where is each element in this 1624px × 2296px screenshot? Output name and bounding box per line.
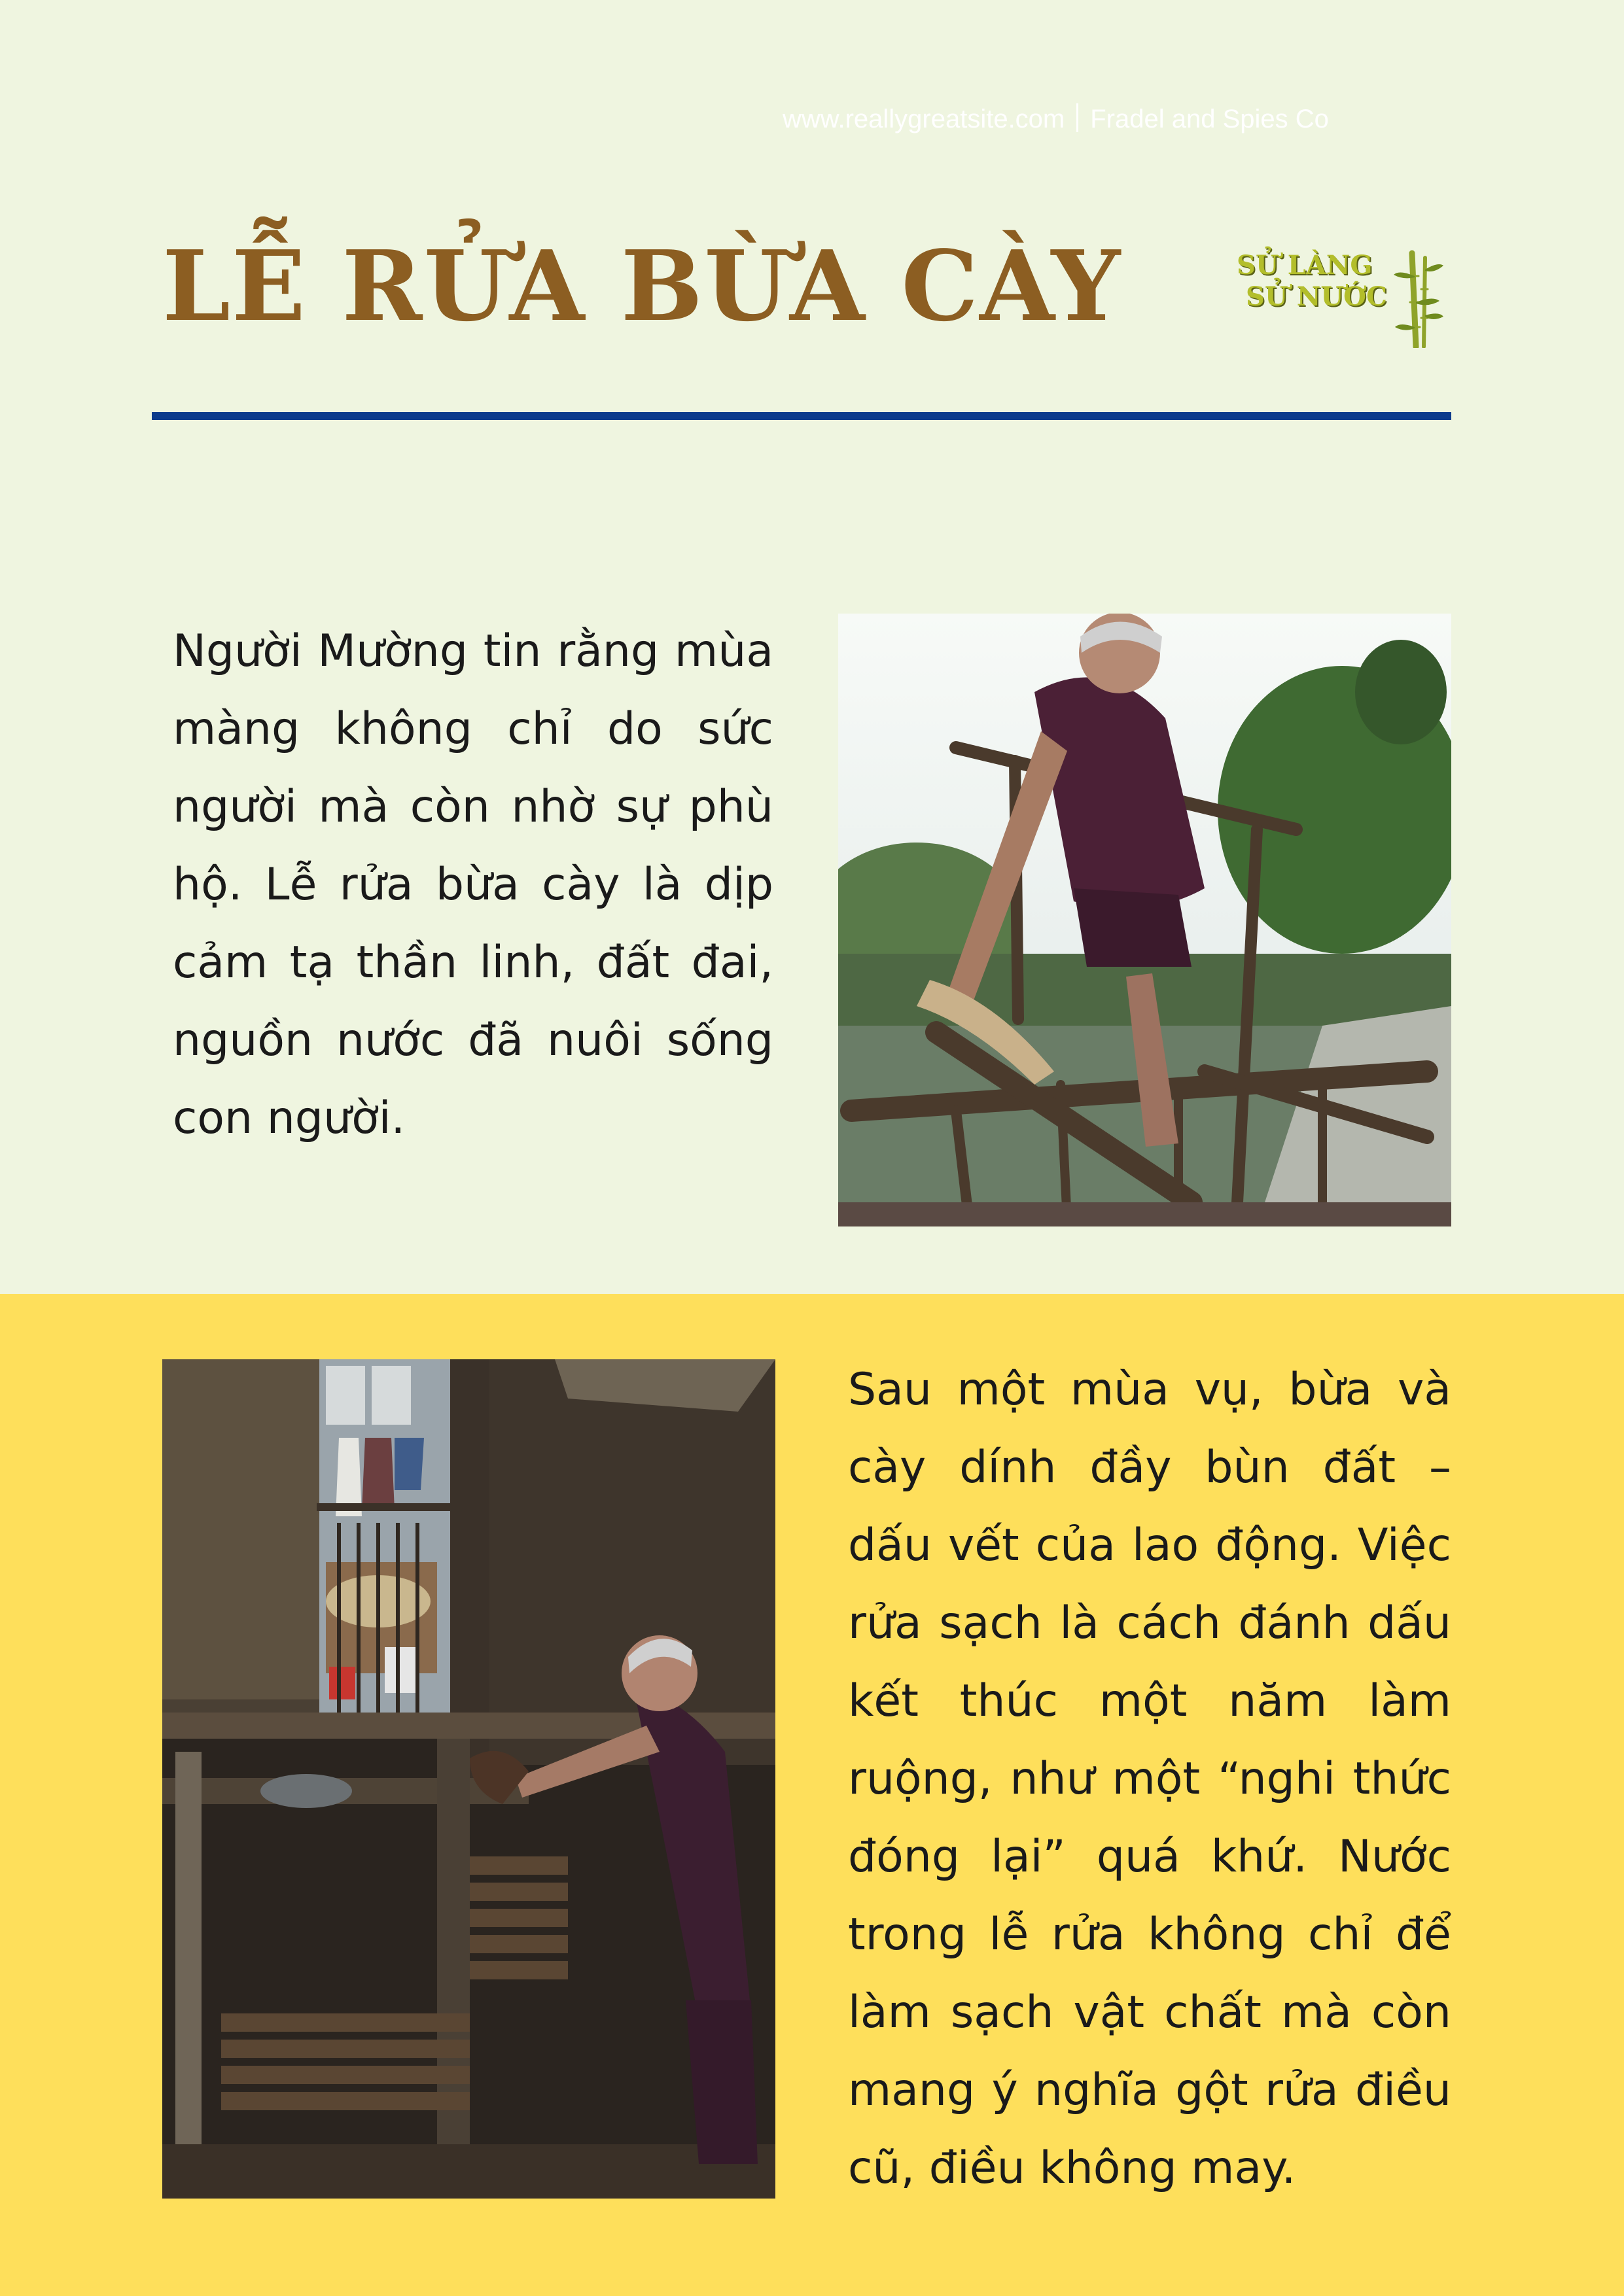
- header-site-line: [783, 98, 1398, 140]
- header-separator: [1076, 103, 1078, 132]
- photo-man-washing-harrow: [838, 614, 1451, 1226]
- logo-line-1: SỬ LÀNG: [1237, 250, 1373, 281]
- page-title: LỄ RỬA BỪA CÀY: [162, 229, 1122, 343]
- company-name: Fradel and Spies Co: [1090, 105, 1329, 133]
- website-url[interactable]: www.reallygreatsite.com: [783, 105, 1065, 133]
- section1-paragraph: Người Mường tin rằng mùa màng không chỉ do sức người mà còn nhờ sự phù hộ. Lễ rửa bừa cày là dịp cảm tạ thần linh, đất đai, nguồn nước đã nuôi sống con người.: [173, 625, 773, 1144]
- logo-line-2: SỬ NƯỚC: [1246, 281, 1387, 312]
- photo-man-storing-tools: [162, 1359, 775, 2199]
- logo: [1237, 250, 1446, 348]
- section2-paragraph: Sau một mùa vụ, bừa và cày dính đầy bùn đất – dấu vết của lao động. Việc rửa sạch là cách đánh dấu kết thúc một năm làm ruộng, như một “nghi thức đóng lại” quá khứ. Nước trong lễ rửa không chỉ để làm sạch vật chất mà còn mang ý nghĩa gột rửa điều cũ, điều không may.: [848, 1364, 1451, 2194]
- title-divider: [152, 412, 1451, 420]
- bamboo-icon: [1392, 250, 1445, 348]
